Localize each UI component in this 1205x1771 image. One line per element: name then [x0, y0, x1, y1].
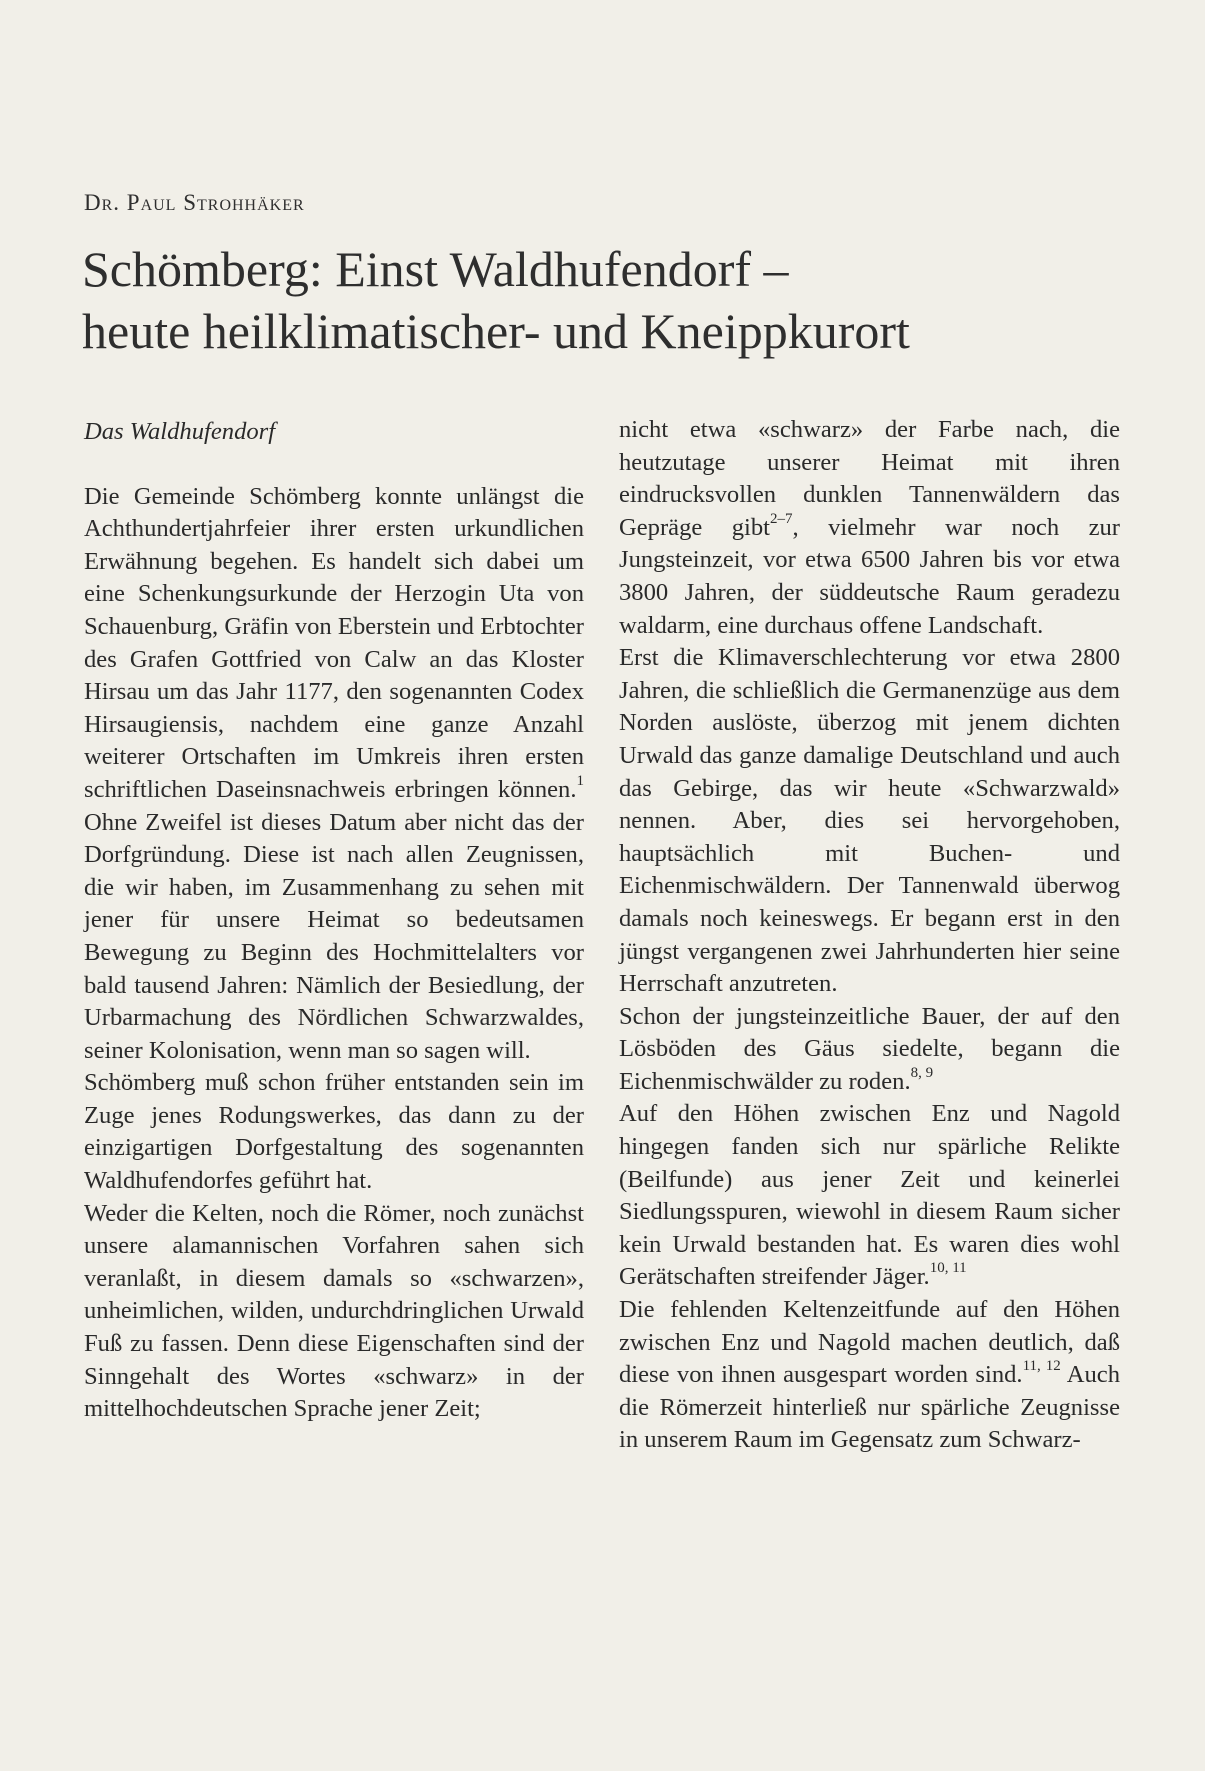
section-heading: Das Waldhufendorf: [84, 418, 276, 445]
paragraph-text: nicht etwa «schwarz» der Farbe nach, die heutzutage unserer Heimat mit ihren eindrucksvollen dunklen Tannenwäldern das Gepräge gibt: [619, 416, 1120, 541]
paragraph-text: Schon der jungsteinzeitliche Bauer, der auf den Lösböden des Gäus siedelte, begann die Eichenmischwälder zu roden.: [619, 1002, 1120, 1095]
paragraph: [84, 481, 584, 1068]
footnote-ref: 2–7: [770, 510, 793, 527]
paragraph: [619, 1098, 1120, 1294]
footnote-ref: 1: [576, 772, 584, 789]
paragraph: [619, 1294, 1120, 1457]
paragraph: [619, 414, 1120, 642]
author-name: Dr. Paul Strohhäker: [84, 190, 305, 215]
paragraph: Weder die Kelten, noch die Römer, noch zunächst unsere alamannischen Vorfahren sahen sich veranlaßt, in diesem damals so «schwarzen», unheimlichen, wilden, undurchdringlichen Urwald Fuß zu fassen. Denn diese Eigenschaften sind der Sinngehalt des Wortes «schwarz» in der mittelhochdeutschen Sprache jener Zeit;: [84, 1199, 584, 1423]
paragraph-text: Auf den Höhen zwischen Enz und Nagold hingegen fanden sich nur spärliche Relikte (Beilfunde) aus jener Zeit und keinerlei Siedlungsspuren, wiewohl in diesem Raum sicher kein Urwald bestanden hat. Es waren dies wohl Gerätschaften streifender Jäger.: [619, 1100, 1120, 1291]
footnote-ref: 8, 9: [910, 1064, 934, 1081]
paragraph-text: , vielmehr war noch zur Jungsteinzeit, vor etwa 6500 Jahren bis vor etwa 3800 Jahren, der süddeutsche Raum geradezu waldarm, eine durchaus offene Landschaft.: [619, 513, 1120, 639]
paragraph: Erst die Klimaverschlechterung vor etwa 2800 Jahren, die schließlich die Germanenzüge aus dem Norden auslöste, überzog mit jenem dichten Urwald das ganze damalige Deutschland und auch das Gebirge, das wir heute «Schwarzwald» nennen. Aber, dies sei hervorgehoben, hauptsächlich mit Buchen- und Eichenmischwäldern. Der Tannenwald überwog damals noch keineswegs. Er begann erst in den jüngst vergangenen zwei Jahrhunderten hier seine Herrschaft anzutreten.: [619, 644, 1120, 998]
paragraph-text: Die fehlenden Keltenzeitfunde auf den Höhen zwischen Enz und Nagold machen deutlich, daß diese von ihnen ausgespart worden sind.: [619, 1296, 1120, 1389]
left-column: [84, 412, 584, 1426]
title-line-2: heute heilklimatischer- und Kneippkurort: [82, 303, 910, 359]
title-line-1: Schömberg: Einst Waldhufendorf –: [82, 241, 789, 297]
paragraph-text: Ohne Zweifel ist dieses Datum aber nicht das der Dorfgründung. Diese ist nach allen Zeugnissen, die wir haben, im Zusammenhang zu sehen mit jener für unsere Heimat so bedeutsamen Bewegung zu Beginn des Hochmittelalters vor bald tausend Jahren: Nämlich der Besiedlung, der Urbarmachung des Nördlichen Schwarzwaldes, seiner Kolonisation, wenn man so sagen will.: [84, 808, 584, 1064]
footnote-ref: 10, 11: [929, 1260, 967, 1277]
paragraph-text: Auch die Römerzeit hinterließ nur spärliche Zeugnisse in unserem Raum im Gegensatz zum Schwarz-: [619, 1361, 1120, 1454]
right-column: [619, 414, 1120, 1457]
article-title: [82, 238, 1142, 362]
footnote-ref: 11, 12: [1022, 1358, 1061, 1375]
paragraph-text: Die Gemeinde Schömberg konnte unlängst die Achthundertjahrfeier ihrer ersten urkundlichen Erwähnung begehen. Es handelt sich dabei um eine Schenkungsurkunde der Herzogin Uta von Schauenburg, Gräfin von Eberstein und Erbtochter des Grafen Gottfried von Calw an das Kloster Hirsau um das Jahr 1177, den sogenannten Codex Hirsaugiensis, nachdem eine ganze Anzahl weiterer Ortschaften im Umkreis ihren ersten schriftlichen Daseinsnachweis erbringen können.: [84, 482, 584, 803]
paragraph: Schömberg muß schon früher entstanden sein im Zuge jenes Rodungswerkes, das dann zu der einzigartigen Dorfgestaltung des sogenannten Waldhufendorfes geführt hat.: [84, 1069, 584, 1195]
paragraph: [619, 1001, 1120, 1099]
